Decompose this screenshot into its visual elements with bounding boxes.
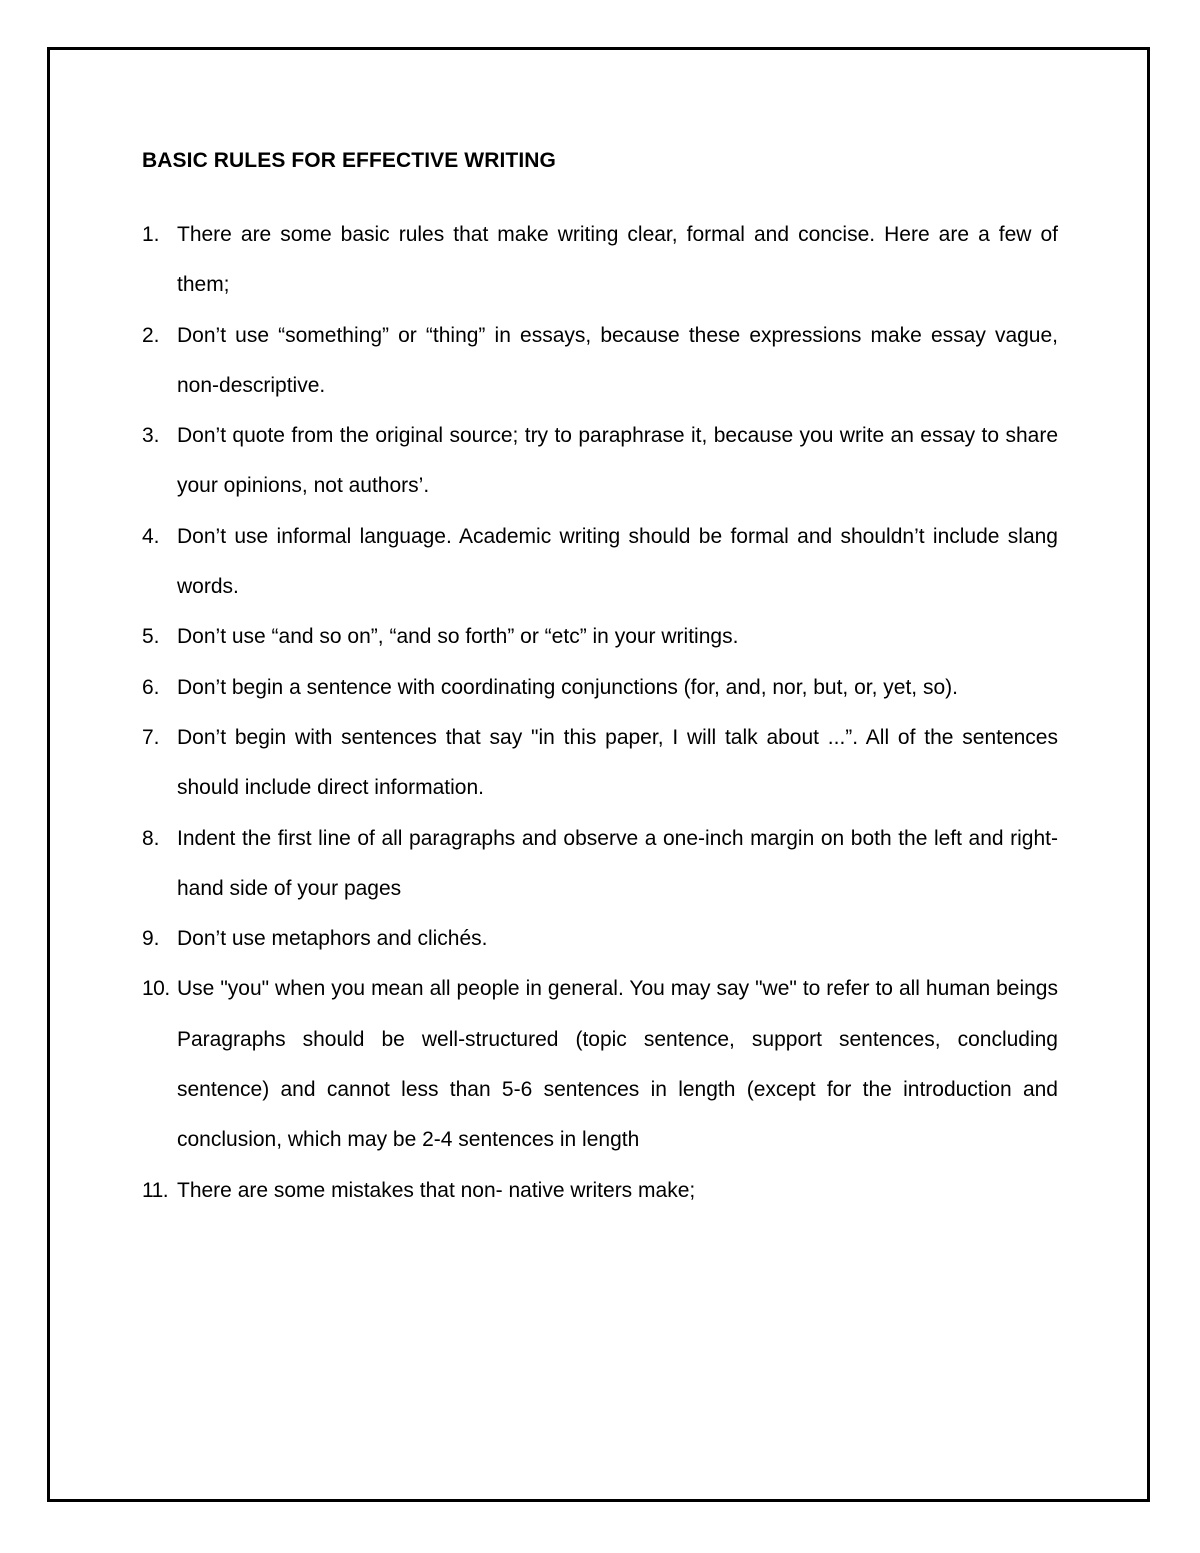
rule-number: 8. (142, 826, 160, 850)
rule-number: 3. (142, 424, 160, 448)
rule-number: 6. (142, 675, 160, 699)
rule-number: 2. (142, 323, 160, 347)
rule-text: Use "you" when you mean all people in general. You may say "we" to refer to all human beings Paragraphs should be well-structured (topic sentence, support sentences, concluding sentence) and cannot less than 5-6 sentences in length (except for the introduction and conclusion, which may be 2-4 sentences in length (177, 977, 1058, 1152)
rule-item-4 (142, 512, 1058, 613)
rule-text: Don’t use informal language. Academic writing should be formal and shouldn’t include slang words. (177, 524, 1058, 599)
document-body (142, 146, 1058, 1216)
rule-text: There are some basic rules that make writing clear, formal and concise. Here are a few of them; (177, 223, 1058, 297)
rule-item-8 (142, 814, 1058, 915)
rule-number: 11. (142, 1178, 169, 1202)
rule-text: Indent the first line of all paragraphs and observe a one-inch margin on both the left and right-hand side of your pages (177, 826, 1058, 900)
rule-number: 7. (142, 725, 160, 749)
rules-list (142, 210, 1058, 1216)
rule-text: Don’t use “something” or “thing” in essays, because these expressions make essay vague, non-descriptive. (177, 323, 1058, 397)
rule-text: Don’t begin a sentence with coordinating conjunctions (for, and, nor, but, or, yet, so). (177, 675, 958, 699)
rule-number: 10. (142, 977, 170, 1001)
rule-text: Don’t use “and so on”, “and so forth” or “etc” in your writings. (177, 625, 739, 649)
rule-item-2 (142, 311, 1058, 412)
rule-item-10 (142, 964, 1058, 1165)
document-title: BASIC RULES FOR EFFECTIVE WRITING (142, 149, 556, 172)
rule-item-1 (142, 210, 1058, 311)
rule-text: Don’t begin with sentences that say "in this paper, I will talk about ...”. All of the sentences should include direct information. (177, 725, 1058, 800)
rule-item-7 (142, 713, 1058, 814)
rule-number: 4. (142, 524, 160, 548)
rule-item-5 (142, 612, 1058, 662)
rule-text: Don’t quote from the original source; try to paraphrase it, because you write an essay to share your opinions, not authors’. (177, 424, 1058, 498)
rule-item-3 (142, 411, 1058, 512)
rule-item-9 (142, 914, 1058, 964)
rule-number: 1. (142, 223, 160, 246)
rule-text: There are some mistakes that non- native writers make; (177, 1178, 696, 1202)
rule-number: 5. (142, 625, 160, 649)
rule-item-11 (142, 1166, 1058, 1216)
rule-number: 9. (142, 927, 160, 951)
rule-text: Don’t use metaphors and clichés. (177, 927, 488, 951)
rule-item-6 (142, 663, 1058, 713)
